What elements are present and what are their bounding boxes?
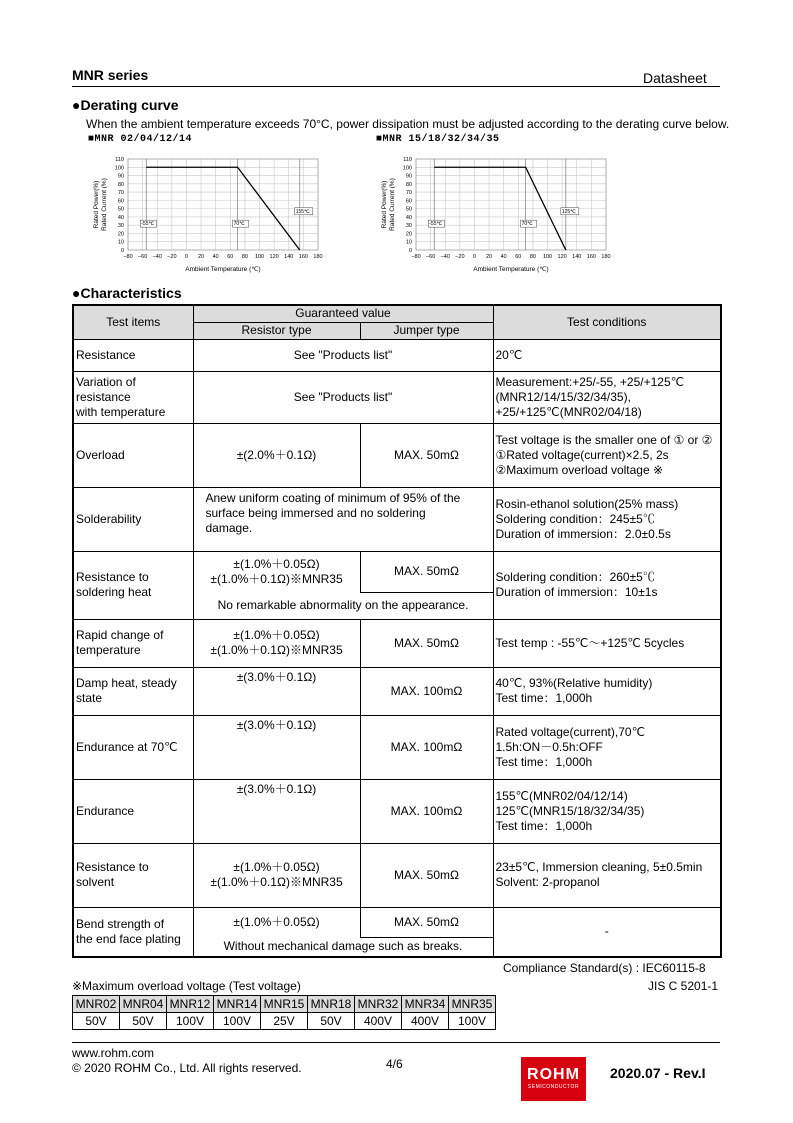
test-item: Endurance at 70℃ — [73, 715, 193, 779]
document-title: MNR series — [72, 67, 149, 83]
jis-standard: JIS C 5201-1 — [648, 979, 719, 993]
test-item: Overload — [73, 423, 193, 487]
test-item: Solderability — [73, 487, 193, 551]
y-axis-label-line: Rated Current (%) — [389, 178, 396, 231]
test-item: Rapid change of temperature — [73, 619, 193, 667]
compliance-standard: Compliance Standard(s) : IEC60115-8 — [503, 961, 706, 975]
table-row — [73, 667, 721, 715]
resistor-value: ±(3.0%＋0.1Ω) — [193, 779, 360, 843]
y-tick-label: 110 — [115, 157, 124, 163]
jumper-value: MAX. 50mΩ — [360, 551, 493, 592]
y-tick-label: 60 — [117, 198, 124, 205]
x-tick-label: 60 — [515, 254, 522, 260]
x-tick-label: 0 — [184, 254, 188, 260]
y-tick-label: 50 — [405, 206, 412, 213]
overload-header: MNR18 — [308, 996, 355, 1013]
x-tick-label: 160 — [586, 254, 596, 260]
resistor-value: ±(2.0%＋0.1Ω) — [193, 423, 360, 487]
overload-header: MNR14 — [214, 996, 261, 1013]
y-tick-label: 30 — [117, 223, 124, 230]
x-tick-label: 80 — [241, 254, 248, 260]
derating-chart-2 — [372, 150, 622, 278]
test-condition: - — [493, 907, 721, 957]
table-row — [73, 371, 721, 423]
y-tick-label: 10 — [117, 239, 124, 246]
x-tick-label: −60 — [425, 254, 436, 260]
y-axis-label-line: Rated Power(%) — [93, 180, 100, 229]
annotation-label: -55℃ — [429, 221, 443, 228]
chart-title-1: ■MNR 02/04/12/14 — [88, 134, 193, 145]
resistor-value: ±(1.0%＋0.05Ω) ±(1.0%＋0.1Ω)※MNR35 — [193, 843, 360, 907]
overload-header: MNR12 — [167, 996, 214, 1013]
x-tick-label: −80 — [411, 254, 421, 260]
test-condition: 40℃, 93%(Relative humidity) Test time：1,000h — [493, 667, 721, 715]
resistor-value: ±(3.0%＋0.1Ω) — [193, 715, 360, 779]
annotation-label: 70℃ — [521, 221, 533, 228]
x-tick-label: −40 — [152, 254, 162, 260]
x-tick-label: −20 — [455, 254, 465, 260]
appearance-note: Without mechanical damage such as breaks. — [193, 937, 493, 957]
col-conditions: Test conditions — [493, 305, 721, 339]
test-condition: 155℃(MNR02/04/12/14) 125℃(MNR15/18/32/34/35) Test time：1,000h — [493, 779, 721, 843]
table-row — [73, 779, 721, 843]
y-tick-label: 0 — [120, 248, 124, 254]
overload-value: 100V — [449, 1013, 496, 1030]
jumper-value: MAX. 50mΩ — [360, 619, 493, 667]
rohm-logo-sub: SEMICONDUCTOR — [527, 1084, 580, 1090]
y-axis-label — [381, 178, 396, 231]
footer-url[interactable]: www.rohm.com — [72, 1046, 155, 1060]
rohm-logo — [521, 1057, 586, 1101]
y-tick-label: 70 — [117, 190, 124, 197]
overload-header: MNR04 — [120, 996, 167, 1013]
y-tick-label: 40 — [117, 214, 124, 221]
y-tick-label: 90 — [405, 173, 412, 180]
resistor-value: ±(1.0%＋0.05Ω) ±(1.0%＋0.1Ω)※MNR35 — [193, 619, 360, 667]
overload-table — [72, 995, 496, 1030]
overload-header: MNR35 — [449, 996, 496, 1013]
test-item: Damp heat, steady state — [73, 667, 193, 715]
table-row — [73, 619, 721, 667]
x-tick-label: 0 — [472, 254, 476, 260]
test-condition: Measurement:+25/-55, +25/+125℃ (MNR12/14/15/32/34/35), +25/+125℃(MNR02/04/18) — [493, 371, 721, 423]
x-tick-label: 160 — [298, 254, 308, 260]
y-axis-label-line: Rated Current (%) — [101, 178, 108, 231]
table-row — [73, 907, 721, 937]
x-tick-label: 100 — [542, 254, 553, 260]
guaranteed-value: Anew uniform coating of minimum of 95% of the surface being immersed and no soldering damage. — [193, 487, 493, 551]
col-resistor: Resistor type — [193, 322, 360, 339]
footer-divider — [72, 1042, 720, 1043]
table-row — [73, 339, 721, 371]
x-tick-label: 140 — [284, 254, 294, 260]
x-tick-label: 120 — [557, 254, 567, 260]
annotation-label: 70℃ — [233, 221, 245, 228]
derating-heading: ●Derating curve — [72, 97, 179, 113]
x-tick-label: 80 — [529, 254, 536, 260]
test-condition: Rated voltage(current),70℃ 1.5h:ON－0.5h:OFF Test time：1,000h — [493, 715, 721, 779]
table-row — [73, 843, 721, 907]
annotation-label: 155℃ — [295, 208, 310, 215]
resistor-value: ±(1.0%＋0.05Ω) ±(1.0%＋0.1Ω)※MNR35 — [193, 551, 360, 592]
footer-copyright: © 2020 ROHM Co., Ltd. All rights reserved. — [72, 1061, 302, 1075]
x-axis-label: Ambient Temperature (℃) — [185, 266, 261, 273]
x-tick-label: −40 — [440, 254, 450, 260]
x-tick-label: −60 — [137, 254, 148, 260]
y-tick-label: 100 — [402, 165, 412, 172]
test-condition: Soldering condition：260±5℃ Duration of immersion：10±1s — [493, 551, 721, 619]
test-item: Resistance — [73, 339, 193, 371]
page-number: 4/6 — [386, 1057, 403, 1071]
test-item: Variation of resistance with temperature — [73, 371, 193, 423]
x-tick-label: 100 — [254, 254, 265, 260]
y-tick-label: 20 — [405, 231, 412, 238]
jumper-value: MAX. 50mΩ — [360, 907, 493, 937]
overload-table-title: ※Maximum overload voltage (Test voltage) — [72, 979, 301, 993]
characteristics-heading: ●Characteristics — [72, 285, 182, 301]
overload-header: MNR15 — [261, 996, 308, 1013]
overload-value: 50V — [120, 1013, 167, 1030]
y-tick-label: 50 — [117, 206, 124, 213]
table-row — [73, 715, 721, 779]
jumper-value: MAX. 50mΩ — [360, 843, 493, 907]
y-tick-label: 0 — [408, 248, 412, 254]
x-axis-label: Ambient Temperature (℃) — [473, 266, 549, 273]
derating-chart-1 — [84, 150, 334, 278]
revision: 2020.07 - Rev.I — [610, 1065, 706, 1081]
test-condition: Test voltage is the smaller one of ① or ② ①Rated voltage(current)×2.5, 2s ②Maximum overload voltage ※ — [493, 423, 721, 487]
col-guaranteed: Guaranteed value — [193, 305, 493, 322]
characteristics-table — [72, 304, 722, 958]
x-tick-label: 60 — [227, 254, 234, 260]
table-row — [73, 551, 721, 592]
resistor-value: ±(1.0%＋0.05Ω) — [193, 907, 360, 937]
y-tick-label: 70 — [405, 190, 412, 197]
y-tick-label: 110 — [403, 157, 412, 163]
y-tick-label: 10 — [405, 239, 412, 246]
y-axis-label-line: Rated Power(%) — [381, 180, 388, 229]
col-test-items: Test items — [73, 305, 193, 339]
chart-title-2: ■MNR 15/18/32/34/35 — [376, 134, 500, 145]
test-condition: Test temp : -55℃～+125℃ 5cycles — [493, 619, 721, 667]
overload-value: 25V — [261, 1013, 308, 1030]
y-tick-label: 60 — [405, 198, 412, 205]
guaranteed-value: See "Products list" — [193, 339, 493, 371]
test-condition: 23±5℃, Immersion cleaning, 5±0.5min Solvent: 2-propanol — [493, 843, 721, 907]
jumper-value: MAX. 100mΩ — [360, 667, 493, 715]
y-tick-label: 20 — [117, 231, 124, 238]
document-type: Datasheet — [643, 70, 707, 86]
overload-value: 50V — [73, 1013, 120, 1030]
x-tick-label: 180 — [601, 254, 611, 260]
overload-value: 100V — [214, 1013, 261, 1030]
x-tick-label: 40 — [500, 254, 507, 260]
derating-intro: When the ambient temperature exceeds 70°C, power dissipation must be adjusted according to the derating curve below. — [86, 117, 730, 131]
overload-value: 400V — [355, 1013, 402, 1030]
y-tick-label: 30 — [405, 223, 412, 230]
y-tick-label: 90 — [117, 173, 124, 180]
test-condition: Rosin-ethanol solution(25% mass) Soldering condition：245±5℃ Duration of immersion：2.0±0.5s — [493, 487, 721, 551]
table-row — [73, 487, 721, 551]
overload-value: 400V — [402, 1013, 449, 1030]
x-tick-label: 20 — [198, 254, 205, 260]
x-tick-label: −80 — [123, 254, 133, 260]
jumper-value: MAX. 100mΩ — [360, 779, 493, 843]
x-tick-label: 20 — [486, 254, 493, 260]
guaranteed-value: See "Products list" — [193, 371, 493, 423]
y-tick-label: 80 — [117, 181, 124, 188]
jumper-value: MAX. 50mΩ — [360, 423, 493, 487]
x-tick-label: −20 — [167, 254, 177, 260]
test-item: Endurance — [73, 779, 193, 843]
y-axis-label — [93, 178, 108, 231]
plot-frame — [416, 159, 606, 250]
test-item: Resistance to soldering heat — [73, 551, 193, 619]
overload-value: 50V — [308, 1013, 355, 1030]
table-row — [73, 423, 721, 487]
overload-value: 100V — [167, 1013, 214, 1030]
x-tick-label: 180 — [313, 254, 323, 260]
col-jumper: Jumper type — [360, 322, 493, 339]
x-tick-label: 40 — [212, 254, 219, 260]
test-item: Resistance to solvent — [73, 843, 193, 907]
y-tick-label: 100 — [114, 165, 124, 172]
overload-header: MNR34 — [402, 996, 449, 1013]
x-tick-label: 120 — [269, 254, 279, 260]
resistor-value: ±(3.0%＋0.1Ω) — [193, 667, 360, 715]
jumper-value: MAX. 100mΩ — [360, 715, 493, 779]
appearance-note: No remarkable abnormality on the appearance. — [193, 592, 493, 619]
y-tick-label: 80 — [405, 181, 412, 188]
annotation-label: 125℃ — [561, 208, 576, 215]
annotation-label: -55℃ — [141, 221, 155, 228]
overload-header: MNR32 — [355, 996, 402, 1013]
header-divider — [72, 86, 720, 87]
test-condition: 20℃ — [493, 339, 721, 371]
y-tick-label: 40 — [405, 214, 412, 221]
overload-header: MNR02 — [73, 996, 120, 1013]
rohm-logo-text: ROHM — [527, 1066, 580, 1083]
test-item: Bend strength of the end face plating — [73, 907, 193, 957]
x-tick-label: 140 — [572, 254, 582, 260]
